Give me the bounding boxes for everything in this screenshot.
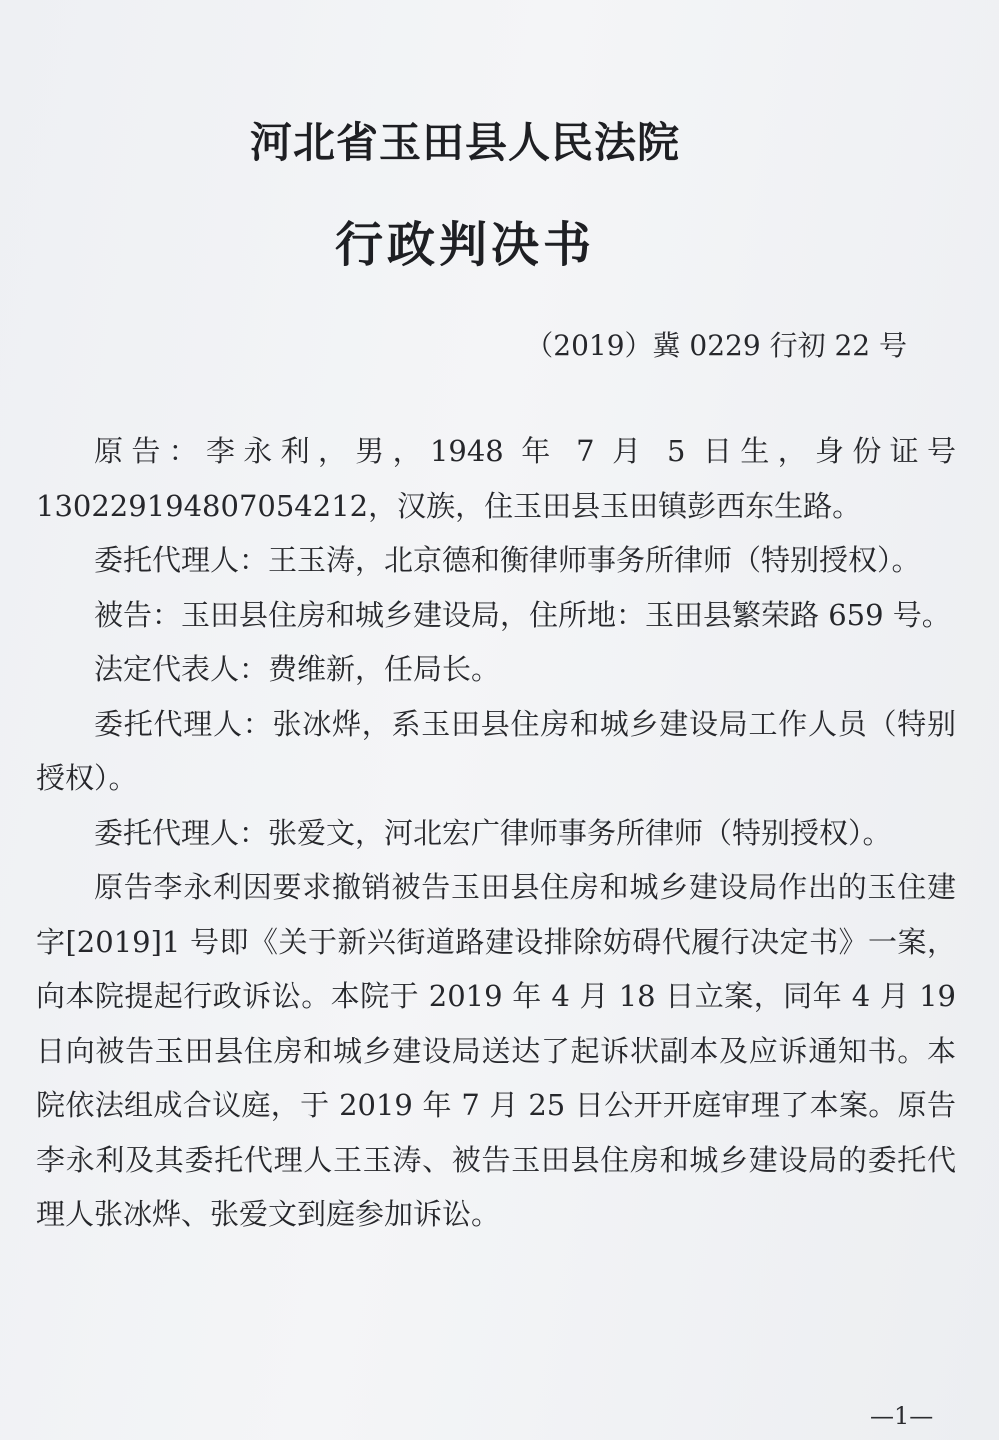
case-number: （2019）冀 0229 行初 22 号	[525, 329, 907, 362]
case-procedure-paragraph: 原告李永利因要求撤销被告玉田县住房和城乡建设局作出的玉住建字[2019]1 号即《关于新兴街道路建设排除妨碍代履行决定书》一案，向本院提起行政诉讼。本院于 2019 年 4 月 18 日立案，同年 4 月 19 日向被告玉田县住房和城乡建设局送达了起诉状副本及应诉通知书。本院依法组成合议庭，于 2019 年 7 月 25 日公开开庭审理了本案。原告李永利及其委托代理人王玉涛、被告玉田县住房和城乡建设局的委托代理人张冰烨、张爱文到庭参加诉讼。	[36, 870, 956, 1231]
plaintiff-agent-paragraph: 委托代理人：王玉涛，北京德和衡律师事务所律师（特别授权）。	[94, 543, 921, 577]
defendant-paragraph: 被告：玉田县住房和城乡建设局，住所地：玉田县繁荣路 659 号。	[94, 597, 951, 632]
plaintiff-paragraph: 原告：李永利，男，1948 年 7 月 5 日生，身份证号 130229194807054212，汉族，住玉田县玉田镇彭西东生路。	[36, 434, 956, 523]
court-name: 河北省玉田县人民法院	[249, 118, 680, 167]
legal-representative-paragraph: 法定代表人：费维新，任局长。	[94, 652, 501, 686]
judgment-body	[36, 424, 956, 1242]
defendant-agent-paragraph-2: 委托代理人：张爱文，河北宏广律师事务所律师（特别授权）。	[94, 815, 892, 850]
defendant-agent-paragraph: 委托代理人：张冰烨，系玉田县住房和城乡建设局工作人员（特别授权）。	[36, 706, 956, 795]
page-number: —1—	[870, 1402, 934, 1430]
document-type-title: 行政判决书	[334, 217, 595, 273]
